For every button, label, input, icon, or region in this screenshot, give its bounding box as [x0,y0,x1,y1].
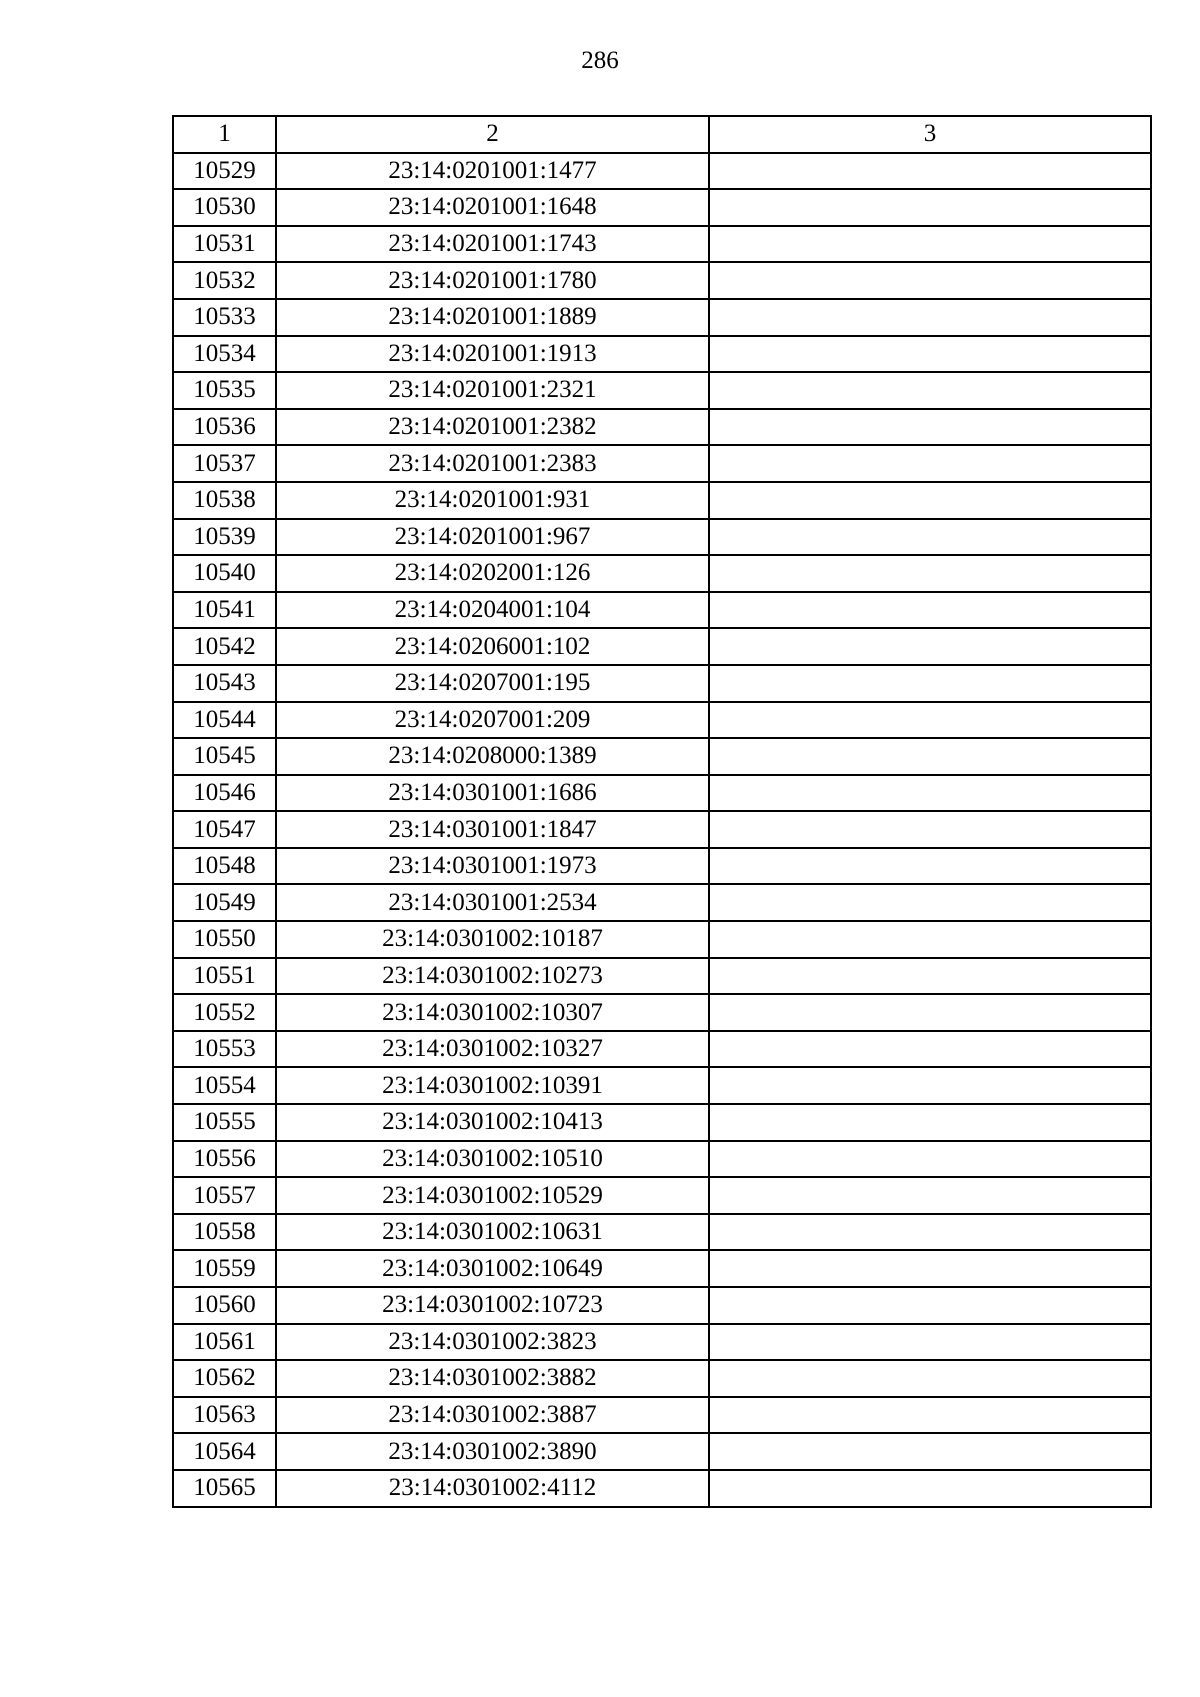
column-header-3: 3 [709,116,1151,153]
cadastral-number-cell: 23:14:0301002:3823 [276,1324,709,1361]
cadastral-number-cell: 23:14:0301002:10327 [276,1031,709,1068]
note-cell [709,665,1151,702]
row-number-cell: 10548 [173,848,276,885]
row-number-cell: 10543 [173,665,276,702]
row-number-cell: 10539 [173,519,276,556]
cadastral-table [172,115,1152,1508]
cadastral-number-cell: 23:14:0206001:102 [276,628,709,665]
table-row [173,1067,1151,1104]
table-row [173,1433,1151,1470]
row-number-cell: 10540 [173,555,276,592]
row-number-cell: 10541 [173,592,276,629]
note-cell [709,811,1151,848]
table-row [173,555,1151,592]
table-header [173,116,1151,153]
note-cell [709,994,1151,1031]
cadastral-number-cell: 23:14:0301002:10273 [276,958,709,995]
table-row [173,775,1151,812]
note-cell [709,482,1151,519]
table-row [173,372,1151,409]
cadastral-number-cell: 23:14:0201001:1780 [276,262,709,299]
cadastral-number-cell: 23:14:0201001:1889 [276,299,709,336]
cadastral-number-cell: 23:14:0201001:1477 [276,153,709,190]
note-cell [709,848,1151,885]
table-row [173,409,1151,446]
table-row [173,153,1151,190]
note-cell [709,592,1151,629]
row-number-cell: 10555 [173,1104,276,1141]
note-cell [709,555,1151,592]
cadastral-number-cell: 23:14:0301002:3890 [276,1433,709,1470]
cadastral-number-cell: 23:14:0301001:1973 [276,848,709,885]
table-row [173,336,1151,373]
note-cell [709,702,1151,739]
cadastral-number-cell: 23:14:0201001:2382 [276,409,709,446]
row-number-cell: 10537 [173,445,276,482]
row-number-cell: 10553 [173,1031,276,1068]
cadastral-number-cell: 23:14:0201001:1648 [276,189,709,226]
column-header-2: 2 [276,116,709,153]
note-cell [709,1177,1151,1214]
row-number-cell: 10529 [173,153,276,190]
note-cell [709,958,1151,995]
cadastral-number-cell: 23:14:0301002:10723 [276,1287,709,1324]
table-row [173,226,1151,263]
table-row [173,262,1151,299]
cadastral-number-cell: 23:14:0201001:2321 [276,372,709,409]
row-number-cell: 10549 [173,884,276,921]
table-row [173,1031,1151,1068]
table-row [173,1360,1151,1397]
table-row [173,1287,1151,1324]
note-cell [709,775,1151,812]
note-cell [709,336,1151,373]
note-cell [709,189,1151,226]
note-cell [709,409,1151,446]
note-cell [709,519,1151,556]
note-cell [709,921,1151,958]
header-row [173,116,1151,153]
column-header-1: 1 [173,116,276,153]
row-number-cell: 10563 [173,1397,276,1434]
row-number-cell: 10565 [173,1470,276,1507]
row-number-cell: 10544 [173,702,276,739]
note-cell [709,299,1151,336]
row-number-cell: 10546 [173,775,276,812]
table-row [173,884,1151,921]
note-cell [709,738,1151,775]
note-cell [709,1324,1151,1361]
cadastral-number-cell: 23:14:0201001:1913 [276,336,709,373]
cadastral-number-cell: 23:14:0301002:10631 [276,1214,709,1251]
note-cell [709,1397,1151,1434]
cadastral-number-cell: 23:14:0202001:126 [276,555,709,592]
cadastral-number-cell: 23:14:0207001:209 [276,702,709,739]
table-row [173,1141,1151,1178]
note-cell [709,1141,1151,1178]
row-number-cell: 10551 [173,958,276,995]
row-number-cell: 10542 [173,628,276,665]
row-number-cell: 10547 [173,811,276,848]
note-cell [709,1433,1151,1470]
cadastral-number-cell: 23:14:0301002:3887 [276,1397,709,1434]
row-number-cell: 10534 [173,336,276,373]
row-number-cell: 10550 [173,921,276,958]
row-number-cell: 10538 [173,482,276,519]
cadastral-number-cell: 23:14:0301001:1847 [276,811,709,848]
table-row [173,519,1151,556]
row-number-cell: 10560 [173,1287,276,1324]
note-cell [709,628,1151,665]
table-row [173,1214,1151,1251]
table-row [173,1250,1151,1287]
row-number-cell: 10552 [173,994,276,1031]
note-cell [709,226,1151,263]
cadastral-number-cell: 23:14:0301002:10307 [276,994,709,1031]
table-row [173,811,1151,848]
row-number-cell: 10557 [173,1177,276,1214]
table-row [173,189,1151,226]
cadastral-number-cell: 23:14:0301002:4112 [276,1470,709,1507]
note-cell [709,372,1151,409]
row-number-cell: 10559 [173,1250,276,1287]
cadastral-number-cell: 23:14:0301002:10391 [276,1067,709,1104]
note-cell [709,1031,1151,1068]
table-row [173,702,1151,739]
row-number-cell: 10545 [173,738,276,775]
note-cell [709,1470,1151,1507]
table-row [173,848,1151,885]
cadastral-number-cell: 23:14:0201001:1743 [276,226,709,263]
table-row [173,921,1151,958]
table-row [173,1470,1151,1507]
table-body [173,153,1151,1507]
note-cell [709,1067,1151,1104]
row-number-cell: 10564 [173,1433,276,1470]
table-row [173,592,1151,629]
table-row [173,482,1151,519]
note-cell [709,884,1151,921]
table-row [173,994,1151,1031]
cadastral-number-cell: 23:14:0201001:931 [276,482,709,519]
row-number-cell: 10562 [173,1360,276,1397]
table-row [173,738,1151,775]
row-number-cell: 10561 [173,1324,276,1361]
cadastral-number-cell: 23:14:0301002:10649 [276,1250,709,1287]
cadastral-number-cell: 23:14:0301002:10413 [276,1104,709,1141]
cadastral-number-cell: 23:14:0208000:1389 [276,738,709,775]
table-row [173,1397,1151,1434]
page-number: 286 [581,47,619,74]
row-number-cell: 10530 [173,189,276,226]
row-number-cell: 10536 [173,409,276,446]
note-cell [709,1287,1151,1324]
note-cell [709,445,1151,482]
note-cell [709,1360,1151,1397]
row-number-cell: 10533 [173,299,276,336]
table-row [173,1324,1151,1361]
cadastral-number-cell: 23:14:0201001:967 [276,519,709,556]
row-number-cell: 10532 [173,262,276,299]
note-cell [709,153,1151,190]
cadastral-number-cell: 23:14:0301002:10187 [276,921,709,958]
row-number-cell: 10535 [173,372,276,409]
cadastral-number-cell: 23:14:0301002:10510 [276,1141,709,1178]
table-row [173,1104,1151,1141]
note-cell [709,262,1151,299]
cadastral-number-cell: 23:14:0204001:104 [276,592,709,629]
row-number-cell: 10556 [173,1141,276,1178]
cadastral-number-cell: 23:14:0301001:1686 [276,775,709,812]
table-row [173,1177,1151,1214]
table-row [173,628,1151,665]
note-cell [709,1104,1151,1141]
row-number-cell: 10531 [173,226,276,263]
table-row [173,299,1151,336]
cadastral-number-cell: 23:14:0201001:2383 [276,445,709,482]
table-row [173,445,1151,482]
table-row [173,958,1151,995]
note-cell [709,1214,1151,1251]
cadastral-number-cell: 23:14:0301002:3882 [276,1360,709,1397]
cadastral-number-cell: 23:14:0301002:10529 [276,1177,709,1214]
row-number-cell: 10554 [173,1067,276,1104]
note-cell [709,1250,1151,1287]
cadastral-number-cell: 23:14:0207001:195 [276,665,709,702]
row-number-cell: 10558 [173,1214,276,1251]
cadastral-number-cell: 23:14:0301001:2534 [276,884,709,921]
table-row [173,665,1151,702]
